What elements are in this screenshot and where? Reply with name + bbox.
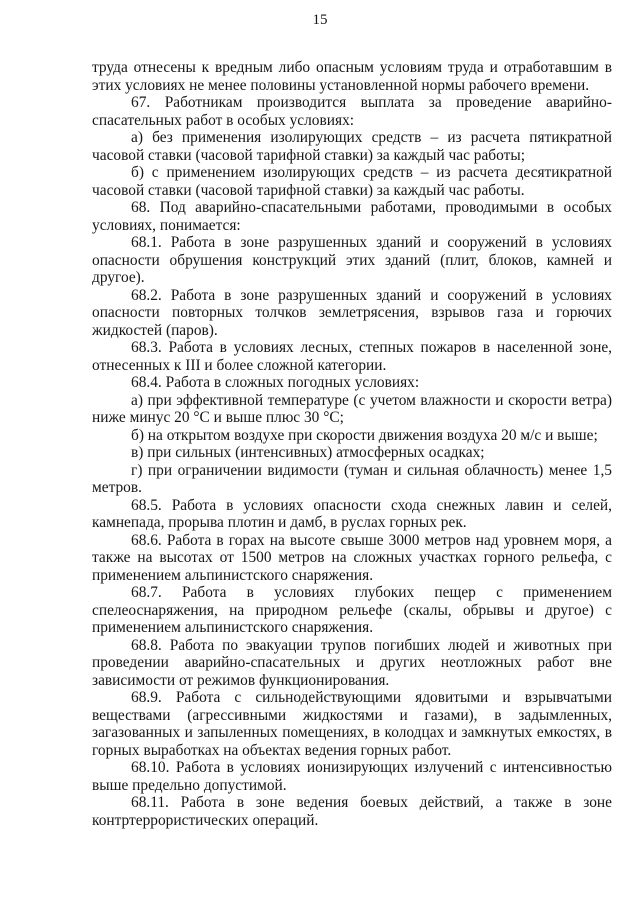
paragraph-67-b: б) с применением изолирующих средств – из расчета десятикратной часовой ставки (часовой тарифной ставки) за каждый час работы. [92, 164, 612, 199]
page-number: 15 [312, 12, 328, 28]
paragraph-68-9: 68.9. Работа с сильнодействующими ядовитыми и взрывчатыми веществами (агрессивными жидкостями и газами), в задымленных, загазованных и запыленных помещениях, в колодцах и замкнутых емкостях, в горных выработках на объектах ведения горных работ. [92, 689, 612, 759]
paragraph-68-3: 68.3. Работа в условиях лесных, степных пожаров в населенной зоне, отнесенных к III и более сложной категории. [92, 339, 612, 374]
paragraph-68-11: 68.11. Работа в зоне ведения боевых действий, а также в зоне контртеррористических операций. [92, 794, 612, 829]
paragraph-68-4-b: б) на открытом воздухе при скорости движения воздуха 20 м/с и выше; [131, 426, 598, 444]
paragraph-68-10: 68.10. Работа в условиях ионизирующих излучений с интенсивностью выше предельно допустимой. [92, 759, 612, 794]
paragraph-68-4-a: а) при эффективной температуре (с учетом влажности и скорости ветра) ниже минус 20 °C и выше плюс 30 °C; [92, 391, 612, 426]
paragraph-67-a: а) без применения изолирующих средств – из расчета пятикратной часовой ставки (часовой тарифной ставки) за каждый час работы; [92, 129, 612, 164]
paragraph-68-1: 68.1. Работа в зоне разрушенных зданий и сооружений в условиях опасности обрушения конструкций этих зданий (плит, блоков, камней и другое). [92, 234, 612, 286]
paragraph-68-8: 68.8. Работа по эвакуации трупов погибших людей и животных при проведении аварийно-спасательных и других неотложных работ вне зависимости от режимов функционирования. [92, 636, 612, 689]
paragraph-68-4-v: в) при сильных (интенсивных) атмосферных осадках; [131, 444, 485, 461]
paragraph-68-4-g: г) при ограничении видимости (туман и сильная облачность) менее 1,5 метров. [92, 461, 612, 496]
paragraph-68: 68. Под аварийно-спасательными работами, проводимыми в особых условиях, понимается: [92, 199, 612, 234]
paragraph-67: 67. Работникам производится выплата за проведение аварийно-спасательных работ в особых условиях: [92, 94, 612, 129]
paragraph-68-4: 68.4. Работа в сложных погодных условиях: [131, 374, 420, 391]
paragraph-continuation: труда отнесены к вредным либо опасным условиям труда и отработавшим в этих условиях не менее половины установленной нормы рабочего времени. [92, 59, 612, 94]
paragraph-68-7: 68.7. Работа в условиях глубоких пещер с применением спелеоснаряжения, на природном рельефе (скалы, обрывы и другое) с применением альпинистского снаряжения. [92, 584, 612, 636]
paragraph-68-2: 68.2. Работа в зоне разрушенных зданий и сооружений в условиях опасности повторных толчков землетрясения, взрывов газа и горючих жидкостей (паров). [92, 286, 612, 339]
paragraph-68-6: 68.6. Работа в горах на высоте свыше 3000 метров над уровнем моря, а также на высотах от 1500 метров на сложных участках горного рельефа, с применением альпинистского снаряжения. [92, 531, 612, 584]
paragraph-68-5: 68.5. Работа в условиях опасности схода снежных лавин и селей, камнепада, прорыва плотин и дамб, в руслах горных рек. [92, 496, 612, 531]
document-body [92, 59, 612, 829]
